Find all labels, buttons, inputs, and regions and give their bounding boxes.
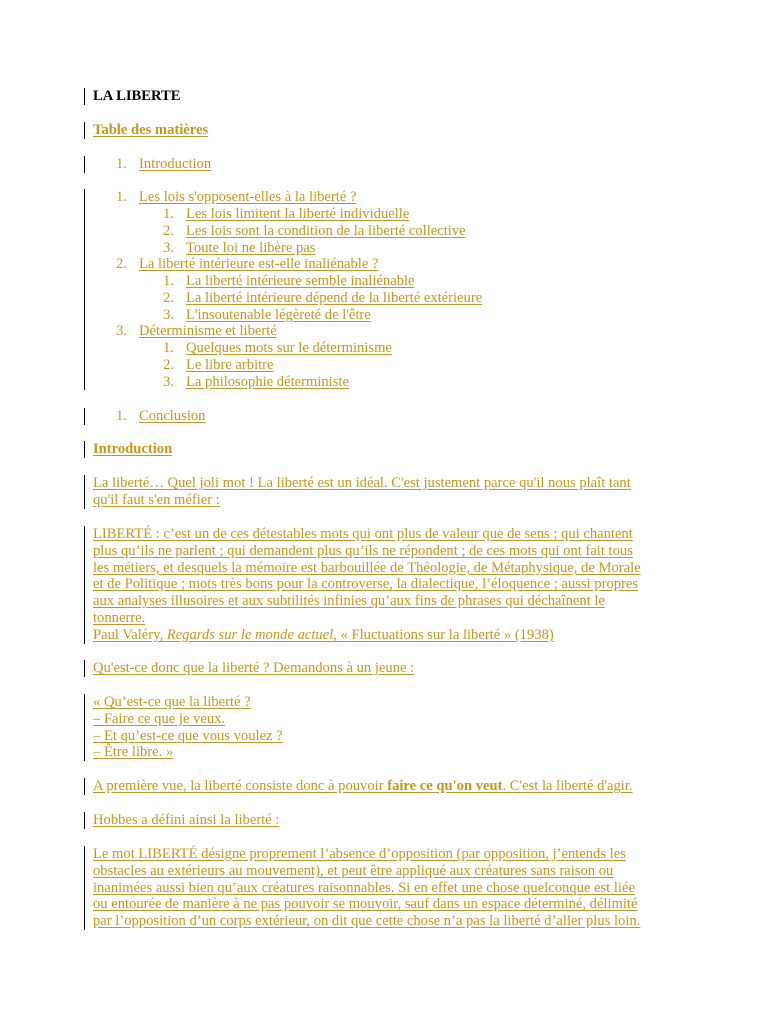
change-bar — [84, 778, 85, 795]
change-bar — [84, 812, 85, 829]
change-bar — [84, 526, 85, 644]
document-title: LA LIBERTE — [93, 88, 181, 104]
change-bar — [84, 408, 85, 425]
change-bar — [84, 441, 85, 458]
change-bar — [84, 189, 85, 390]
paragraph-question[interactable]: Qu'est-ce donc que la liberté ? Demandons à un jeune : — [93, 660, 415, 676]
toc-subitem-2-3[interactable]: 3. L'insoutenable légèreté de l'être — [163, 307, 371, 323]
toc-item-conclusion[interactable]: 1. Conclusion — [116, 408, 206, 424]
toc-subitem-2-1[interactable]: 1. La liberté intérieure semble inaliénable — [163, 273, 415, 289]
quote-citation: Paul Valéry, Regards sur le monde actuel, « Fluctuations sur la liberté » (1938) — [93, 626, 554, 643]
toc-heading[interactable]: Table des matières — [93, 122, 209, 138]
paragraph-first-view[interactable]: A première vue, la liberté consiste donc à pouvoir faire ce qu'on veut. C'est la liberté d'agir. — [93, 778, 633, 794]
change-bar — [84, 660, 85, 677]
toc-item-1[interactable]: 1. Les lois s'opposent-elles à la liberté ? — [116, 189, 357, 205]
toc-subitem-2-2[interactable]: 2. La liberté intérieure dépend de la liberté extérieure — [163, 290, 483, 306]
change-bar — [84, 88, 85, 105]
quote-valery[interactable]: LIBERTÉ : c’est un de ces détestables mots qui ont plus de valeur que de sens ; qui chantent plus qu’ils ne parlent ; qui demandent plus qu’ils ne répondent ; de ces mots qui ont fait tous les métiers, et desquels la mémoire est barbouillée de Théologie, de Métaphysique, de Morale et de Politique ; mots très bons pour la controverse, la dialectique, l’éloquence ; aussi propres aux analyses illusoires et aux subtilités infinies qu’aux fins de phrases qui déchaînent le tonnerre. Paul Valéry, Regards sur le monde actuel, « Fluctuations sur la liberté » (1938) — [93, 526, 693, 644]
toc-item-introduction[interactable]: 1. Introduction — [116, 156, 212, 172]
change-bar — [84, 156, 85, 173]
quote-hobbes[interactable]: Le mot LIBERTÉ désigne proprement l’absence d’opposition (par opposition, j’entends les obstacles au extérieurs au mouvement), et peut être appliqué aux créatures sans raison ou inanimées aussi bien qu’aux créatures raisonnables. Si en effet une chose quelconque est liée ou entourée de manière à ne pas pouvoir se mouvoir, sauf dans un espace déterminé, délimité par l’opposition d’un corps extérieur, on dit que cette chose n’a pas la liberté d’aller plus loin. — [93, 846, 641, 930]
toc-item-3[interactable]: 3. Déterminisme et liberté — [116, 323, 277, 339]
section-heading-introduction[interactable]: Introduction — [93, 441, 173, 457]
change-bar — [84, 475, 85, 509]
change-bar — [84, 694, 85, 761]
toc-subitem-3-2[interactable]: 2. Le libre arbitre — [163, 357, 274, 373]
toc-subitem-1-2[interactable]: 2. Les lois sont la condition de la liberté collective — [163, 223, 466, 239]
toc-subitem-3-1[interactable]: 1. Quelques mots sur le déterminisme — [163, 340, 392, 356]
toc-subitem-1-3[interactable]: 3. Toute loi ne libère pas — [163, 240, 316, 256]
change-bar — [84, 122, 85, 139]
change-bar — [84, 846, 85, 930]
toc-subitem-1-1[interactable]: 1. Les lois limitent la liberté individuelle — [163, 206, 410, 222]
paragraph-intro[interactable]: La liberté… Quel joli mot ! La liberté est un idéal. C'est justement parce qu'il nous plaît tant qu'il faut s'en méfier : — [93, 475, 631, 508]
paragraph-hobbes[interactable]: Hobbes a défini ainsi la liberté : — [93, 812, 280, 828]
toc-item-2[interactable]: 2. La liberté intérieure est-elle inaliénable ? — [116, 256, 379, 272]
dialog-block[interactable]: « Qu’est-ce que la liberté ? – Faire ce que je veux. – Et qu’est-ce que vous voulez ? – Être libre. » — [93, 694, 283, 761]
toc-subitem-3-3[interactable]: 3. La philosophie déterministe — [163, 374, 349, 390]
